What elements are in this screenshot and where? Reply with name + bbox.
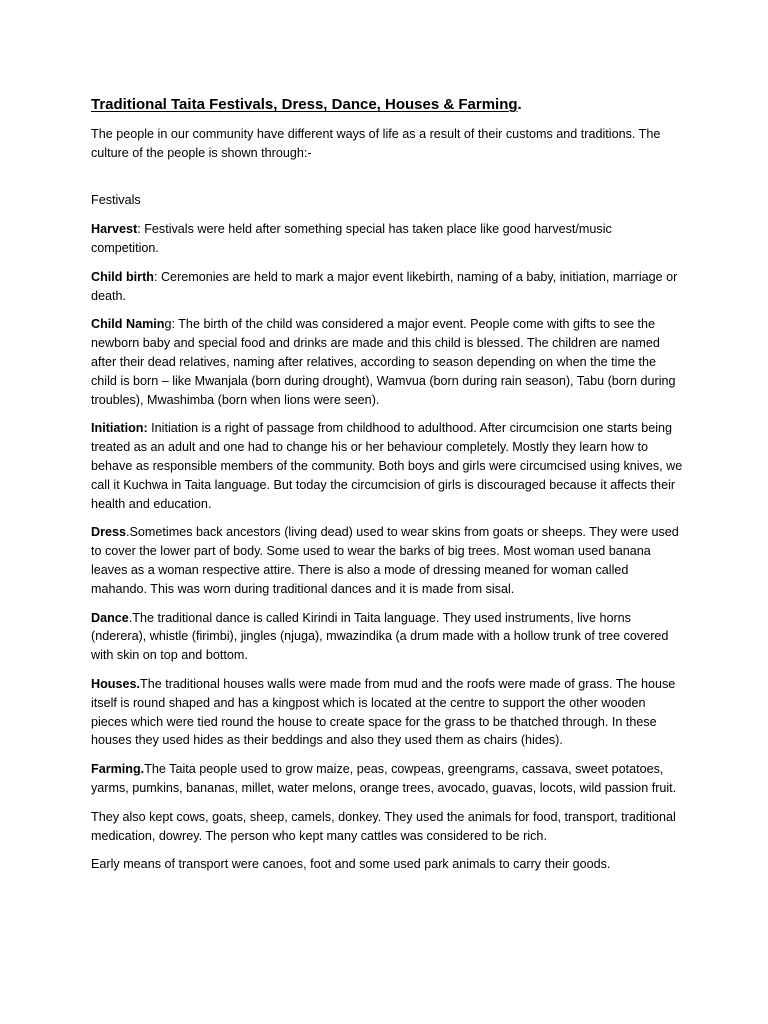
text-dress: .Sometimes back ancestors (living dead) used to wear skins from goats or sheeps. They were used to cover the lower part of body. Some used to wear the barks of big trees. Most woman used banana leaves as a woman respective attire. There is also a mode of dressing meaned for woman called mahando. This was worn during traditional dances and it is made from sisal. bbox=[91, 525, 679, 596]
section-heading-festivals: Festivals bbox=[91, 193, 141, 208]
text-houses: The traditional houses walls were made from mud and the roofs were made of grass. The house itself is round shaped and has a kingpost which is located at the centre to support the other wooden pieces which were tied round the house to create space for the grass to be thatched through. In these houses they used hides as their beddings and also they used them as chairs (hides). bbox=[91, 676, 676, 748]
text-initiation: Initiation is a right of passage from childhood to adulthood. After circumcision one starts being treated as an adult and one had to change his or her behaviour completely. Mostly they learn how to behave as responsible members of the community. Both boys and girls were circumcised using knives, we call it Kuchwa in Taita language. But today the circumcision of girls is discouraged because it affects their health and education. bbox=[91, 421, 683, 511]
term-harvest: Harvest bbox=[91, 222, 138, 237]
title-suffix: . bbox=[517, 96, 522, 113]
term-child-birth: Child birth bbox=[91, 269, 154, 284]
paragraph-livestock: They also kept cows, goats, sheep, camels, donkey. They used the animals for food, transport, traditional medication, dowrey. The person who kept many cattles was considered to be rich. bbox=[91, 809, 676, 843]
paragraph-child-naming bbox=[91, 315, 683, 409]
term-farming: Farming. bbox=[91, 762, 145, 777]
term-initiation: Initiation: bbox=[91, 421, 148, 436]
document-title bbox=[91, 95, 683, 115]
document-body bbox=[91, 95, 683, 884]
paragraph-houses bbox=[91, 675, 683, 750]
paragraph-harvest bbox=[91, 220, 683, 258]
text-child-birth: : Ceremonies are held to mark a major event likebirth, naming of a baby, initiation, marriage or death. bbox=[91, 269, 678, 303]
term-houses: Houses. bbox=[91, 676, 140, 691]
text-child-naming: g: The birth of the child was considered a major event. People come with gifts to see the newborn baby and special food and drinks are made and this child is blessed. The children are named after their dead relatives, naming after relatives, according to season depending on when the time the child is born – like Mwanjala (born during drought), Wamvua (born during rain season), Tabu (born during troubles), Mwashimba (born when lions were seen). bbox=[91, 317, 676, 407]
paragraph-child-birth bbox=[91, 268, 683, 306]
paragraph-dance bbox=[91, 609, 683, 665]
paragraph-farming bbox=[91, 760, 683, 798]
text-farming: The Taita people used to grow maize, peas, cowpeas, greengrams, cassava, sweet potatoes, yarms, pumkins, bananas, millet, water melons, orange trees, avocado, guavas, locots, wild passion fruit. bbox=[91, 762, 677, 795]
term-dress: Dress bbox=[91, 525, 127, 540]
title-text: Traditional Taita Festivals, Dress, Dance, Houses & Farming bbox=[91, 96, 518, 113]
paragraph-dress bbox=[91, 523, 683, 598]
blank-line bbox=[91, 173, 683, 192]
paragraph-transport: Early means of transport were canoes, foot and some used park animals to carry their goods. bbox=[91, 857, 611, 872]
text-dance: .The traditional dance is called Kirindi in Taita language. They used instruments, live horns (nderera), whistle (firimbi), jingles (njuga), mwazindika (a drum made with a hollow trunk of tree covered with skin on top and bottom. bbox=[91, 610, 669, 663]
text-harvest: : Festivals were held after something special has taken place like good harvest/music competition. bbox=[91, 222, 612, 255]
intro-paragraph: The people in our community have different ways of life as a result of their customs and traditions. The culture of the people is shown through:- bbox=[91, 127, 661, 160]
paragraph-initiation bbox=[91, 419, 683, 513]
term-dance: Dance bbox=[91, 610, 129, 625]
term-child-naming: Child Namin bbox=[91, 317, 165, 332]
